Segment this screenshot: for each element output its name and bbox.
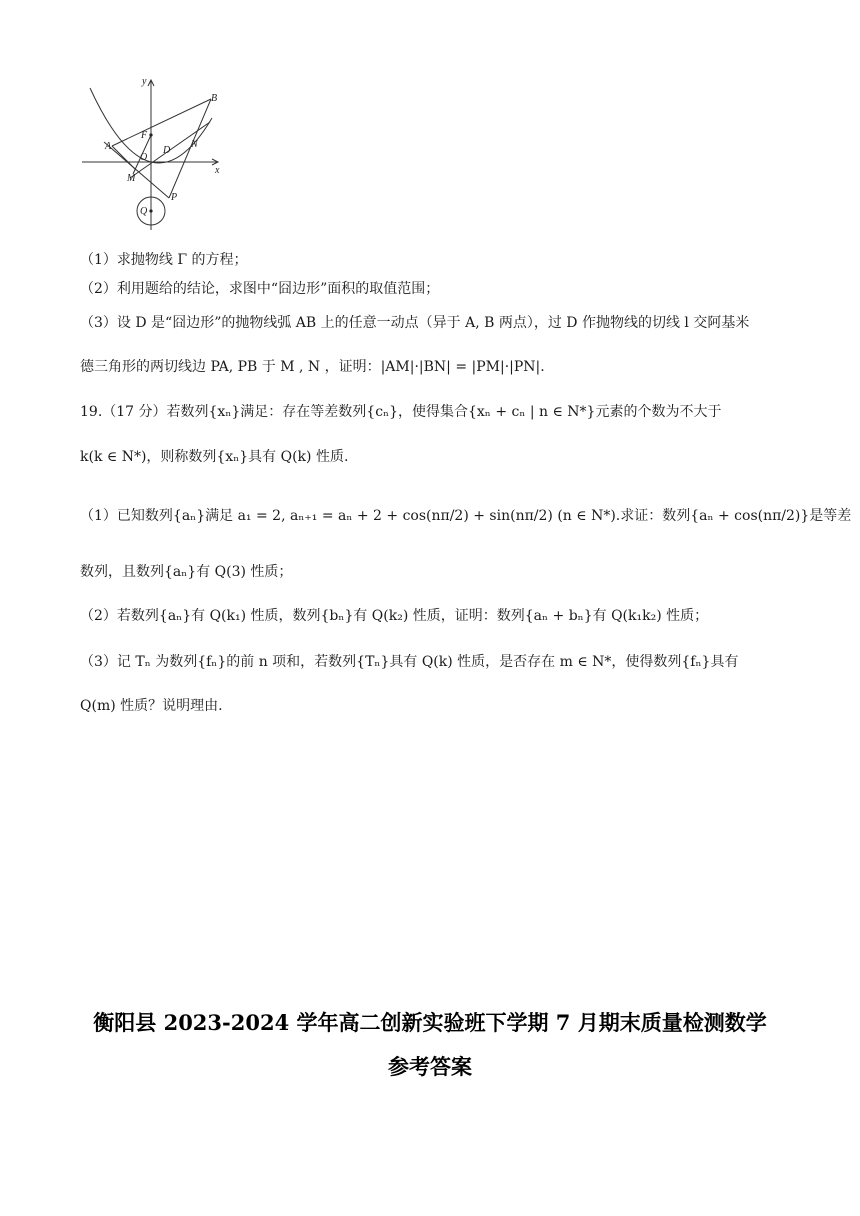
p18-q3-line1: （3）设 D 是“囧边形”的抛物线弧 AB 上的任意一动点（异于 A, B 两点），过 D 作抛物线的切线 l 交阿基米 (80, 315, 750, 331)
answer-subtitle: 参考答案 (388, 1054, 472, 1079)
p19-stem-line2: k(k ∈ N*)，则称数列{xₙ}具有 Q(k) 性质. (80, 449, 349, 465)
segment-am (112, 146, 136, 170)
p19-q3-line2: Q(m) 性质？说明理由. (80, 698, 223, 714)
p18-q1: （1）求抛物线 Γ 的方程； (80, 252, 248, 268)
p19-q2: （2）若数列{aₙ}有 Q(k₁) 性质，数列{bₙ}有 Q(k₂) 性质，证明：数列{aₙ + bₙ}有 Q(k₁k₂) 性质； (80, 608, 709, 624)
label-a: A (105, 141, 112, 152)
label-y: y (142, 76, 147, 87)
answer-title: 衡阳县 2023-2024 学年高二创新实验班下学期 7 月期末质量检测数学 (93, 1010, 767, 1035)
label-o: O (140, 152, 148, 163)
label-d: D (163, 145, 171, 156)
p19-stem-line1: 19.（17 分）若数列{xₙ}满足：存在等差数列{cₙ}，使得集合{xₙ + cₙ | n ∈ N*}元素的个数为不大于 (80, 404, 722, 420)
p19-q1-line1: （1）已知数列{aₙ}满足 a₁ = 2, aₙ₊₁ = aₙ + 2 + cos(nπ/2) + sin(nπ/2) (n ∈ N*).求证：数列{aₙ + cos(nπ/2)}是等差 (80, 508, 852, 524)
p18-q3-line2: 德三角形的两切线边 PA, PB 于 M , N ，证明：|AM|·|BN| = |PM|·|PN|. (80, 359, 545, 375)
label-f: F (141, 130, 148, 141)
label-b: B (211, 93, 218, 104)
p19-q3-line1: （3）记 Tₙ 为数列{fₙ}的前 n 项和，若数列{Tₙ}具有 Q(k) 性质，是否存在 m ∈ N*，使得数列{fₙ}具有 (80, 654, 739, 670)
parabola-figure (78, 72, 228, 234)
label-p: P (171, 192, 178, 203)
label-n: N (191, 139, 198, 150)
p18-q2: （2）利用题给的结论，求图中“囧边形”面积的取值范围； (80, 281, 440, 297)
tangent-pb (169, 99, 211, 198)
tangent-pa (104, 142, 169, 198)
label-x: x (215, 165, 220, 176)
label-q: Q (140, 206, 148, 217)
p19-q1-line2: 数列，且数列{aₙ}有 Q(3) 性质； (80, 564, 293, 580)
label-m: M (127, 173, 136, 184)
